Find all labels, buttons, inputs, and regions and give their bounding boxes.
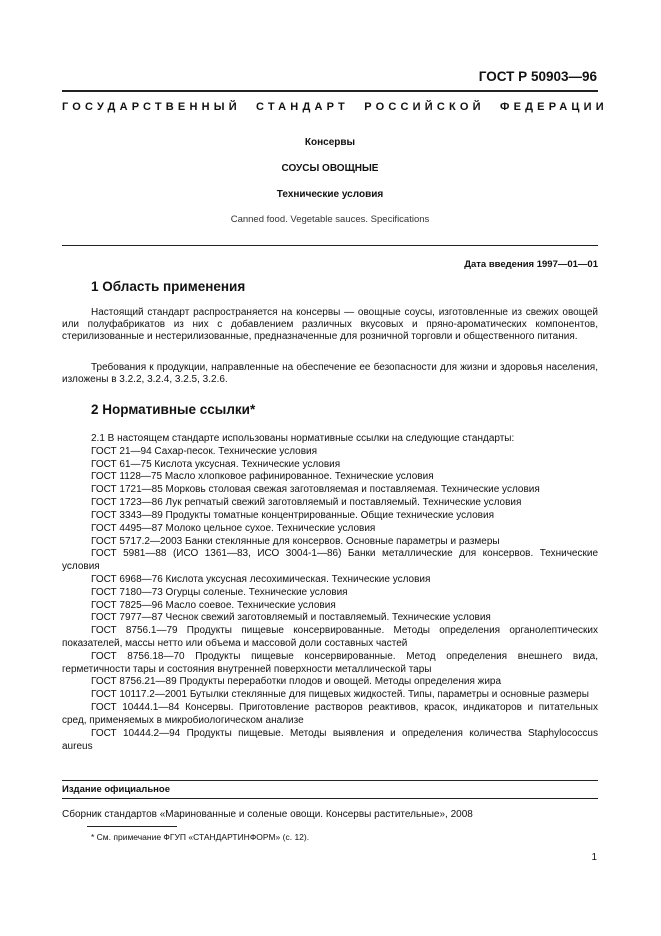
title-english: Canned food. Vegetable sauces. Specifications xyxy=(230,214,430,225)
section-1-paragraph-1: Настоящий стандарт распространяется на консервы — овощные соусы, изготовленные из свежих овощей или полуфабрикатов из них с добавлением различных вкусовых и пряно-ароматических компонентов, стерилизованные и нестерилизованные, предназначенные для розничной торговли и общественного питания. xyxy=(62,307,598,342)
reference-item: ГОСТ 6968—76 Кислота уксусная лесохимическая. Технические условия xyxy=(91,573,431,585)
section-1-heading: 1 Область применения xyxy=(91,279,246,294)
title-name: СОУСЫ ОВОЩНЫЕ xyxy=(281,163,379,174)
footnote: * См. примечание ФГУП «СТАНДАРТИНФОРМ» (с. 12). xyxy=(91,832,310,842)
reference-item: ГОСТ 21—94 Сахар-песок. Технические условия xyxy=(91,445,318,457)
collection-rule xyxy=(62,798,598,799)
introduction-date: Дата введения 1997—01—01 xyxy=(464,259,598,270)
reference-item: ГОСТ 61—75 Кислота уксусная. Технические условия xyxy=(91,458,341,470)
reference-intro: 2.1 В настоящем стандарте использованы нормативные ссылки на следующие стандарты: xyxy=(91,433,515,444)
references-list xyxy=(62,433,598,753)
document-code: ГОСТ Р 50903—96 xyxy=(478,69,597,84)
reference-item: ГОСТ 8756.21—89 Продукты переработки плодов и овощей. Методы определения жира xyxy=(91,676,502,688)
reference-item: ГОСТ 5717.2—2003 Банки стеклянные для консервов. Основные параметры и размеры xyxy=(91,535,500,547)
reference-item: ГОСТ 8756.18—70 Продукты пищевые консервированные. Метод определения внешнего вида, герметичности тары и состояния внутренней поверхности металлической тары xyxy=(62,650,598,675)
reference-item: ГОСТ 7825—96 Масло соевое. Технические условия xyxy=(91,599,336,611)
title-category: Консервы xyxy=(304,137,356,148)
collection-note: Сборник стандартов «Маринованные и соленые овощи. Консервы растительные», 2008 xyxy=(62,809,473,820)
section-2-heading: 2 Нормативные ссылки* xyxy=(91,402,256,417)
reference-item: ГОСТ 7180—73 Огурцы соленые. Технические условия xyxy=(91,586,348,598)
reference-item: ГОСТ 4495—87 Молоко цельное сухое. Технические условия xyxy=(91,522,376,534)
official-edition-label: Издание официальное xyxy=(62,784,170,795)
reference-item: ГОСТ 1721—85 Морковь столовая свежая заготовляемая и поставляемая. Технические условия xyxy=(91,484,540,496)
reference-item: ГОСТ 5981—88 (ИСО 1361—83, ИСО 3004-1—86) Банки металлические для консервов. Технические условия xyxy=(62,548,598,573)
top-rule xyxy=(62,90,598,92)
reference-item: ГОСТ 10444.1—84 Консервы. Приготовление растворов реактивов, красок, индикаторов и питательных сред, применяемых в микробиологическом анализе xyxy=(62,702,598,726)
title-kind: Технические условия xyxy=(276,189,384,200)
reference-item: ГОСТ 3343—89 Продукты томатные концентрированные. Общие технические условия xyxy=(91,509,494,521)
state-standard-title: ГОСУДАРСТВЕННЫЙ СТАНДАРТ РОССИЙСКОЙ ФЕДЕРАЦИИ xyxy=(62,101,608,113)
reference-item: ГОСТ 7977—87 Чеснок свежий заготовляемый и поставляемый. Технические условия xyxy=(91,612,491,624)
reference-item: ГОСТ 10444.2—94 Продукты пищевые. Методы выявления и определения количества Staphylococcus aureus xyxy=(62,727,598,752)
reference-item: ГОСТ 10117.2—2001 Бутылки стеклянные для пищевых жидкостей. Типы, параметры и основные размеры xyxy=(91,689,589,701)
page-number: 1 xyxy=(591,852,597,863)
reference-item: ГОСТ 8756.1—79 Продукты пищевые консервированные. Методы определения органолептических показателей, массы нетто или объема и массовой доли составных частей xyxy=(62,625,598,649)
title-rule xyxy=(62,245,598,246)
reference-item: ГОСТ 1723—86 Лук репчатый свежий заготовляемый и поставляемый. Технические условия xyxy=(91,497,522,509)
section-1-paragraph-2: Требования к продукции, направленные на обеспечение ее безопасности для жизни и здоровья населения, изложены в 3.2.2, 3.2.4, 3.2.5, 3.2.6. xyxy=(62,362,598,385)
reference-item: ГОСТ 1128—75 Масло хлопковое рафинированное. Технические условия xyxy=(91,471,434,483)
footnote-rule xyxy=(87,826,177,827)
official-edition-rule xyxy=(62,780,598,781)
